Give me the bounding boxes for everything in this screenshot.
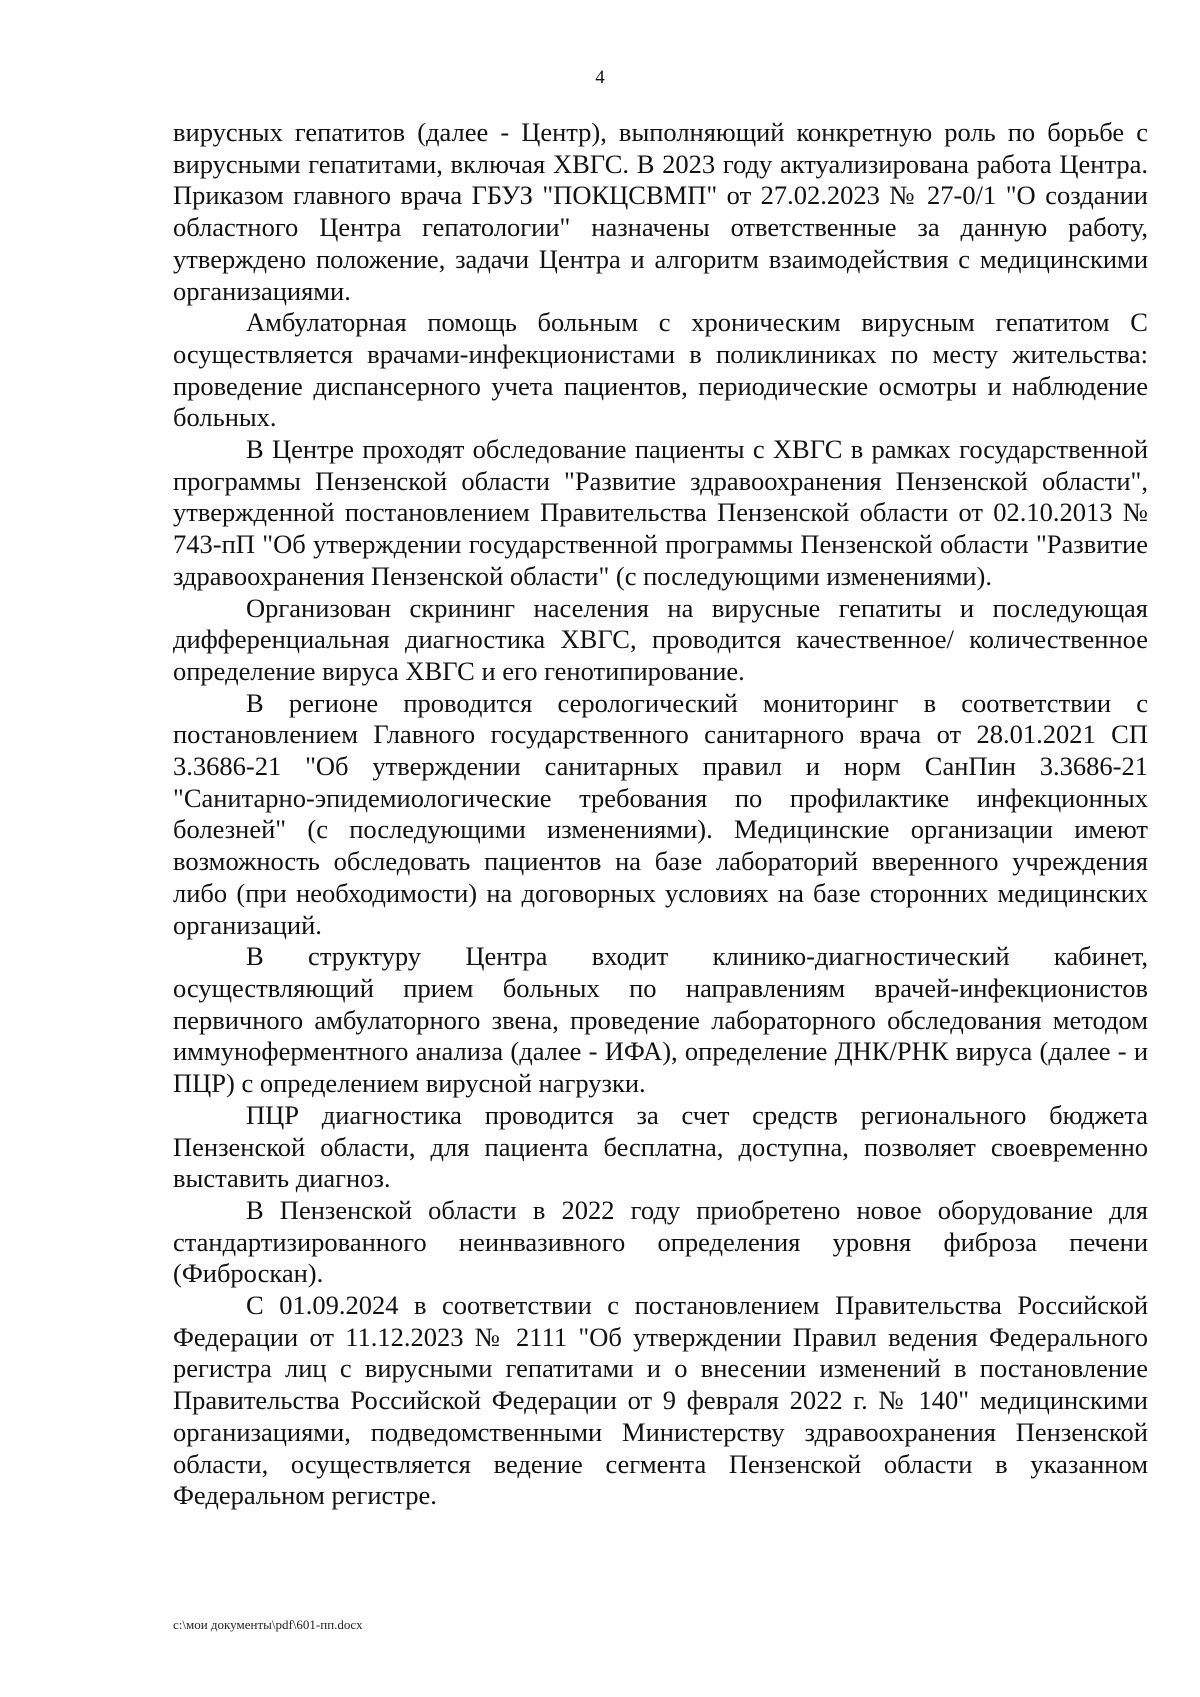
- paragraph-serological-monitoring: В регионе проводится серологический мониторинг в соответствии с постановлением Главного государственного санитарного врача от 28.01.2021 СП 3.3686-21 "Об утверждении санитарных правил и норм СанПин 3.3686-21 "Санитарно-эпидемиологические требования по профилактике инфекционных болезней" (с последующими изменениями). Медицинские организации имеют возможность обследовать пациентов на базе лабораторий вверенного учреждения либо (при необходимости) на договорных условиях на базе сторонних медицинских организаций.: [173, 687, 1148, 940]
- paragraph-center-examination: В Центре проходят обследование пациенты с ХВГС в рамках государственной программы Пензенской области "Развитие здравоохранения Пензенской области", утвержденной постановлением Правительства Пензенской области от 02.10.2013 № 743-пП "Об утверждении государственной программы Пензенской области "Развитие здравоохранения Пензенской области" (с последующими изменениями).: [173, 434, 1148, 591]
- paragraph-fibroscan: В Пензенской области в 2022 году приобретено новое оборудование для стандартизированного неинвазивного определения уровня фиброза печени (Фиброскан).: [173, 1194, 1148, 1289]
- paragraph-pcr-diagnostics: ПЦР диагностика проводится за счет средств регионального бюджета Пензенской области, для пациента бесплатна, доступна, позволяет своевременно выставить диагноз.: [173, 1099, 1148, 1194]
- paragraph-federal-register: С 01.09.2024 в соответствии с постановлением Правительства Российской Федерации от 11.12.2023 № 2111 "Об утверждении Правил ведения Федерального регистра лиц с вирусными гепатитами и о внесении изменений в постановление Правительства Российской Федерации от 9 февраля 2022 г. № 140" медицинскими организациями, подведомственными Министерству здравоохранения Пензенской области, осуществляется ведение сегмента Пензенской области в указанном Федеральном регистре.: [173, 1290, 1148, 1511]
- paragraph-center-structure: В структуру Центра входит клинико-диагностический кабинет, осуществляющий прием больных по направлениям врачей-инфекционистов первичного амбулаторного звена, проведение лабораторного обследования методом иммуноферментного анализа (далее - ИФА), определение ДНК/РНК вируса (далее - и ПЦР) с определением вирусной нагрузки.: [173, 941, 1148, 1099]
- paragraph-continuation: вирусных гепатитов (далее - Центр), выполняющий конкретную роль по борьбе с вирусными гепатитами, включая ХВГС. В 2023 году актуализирована работа Центра. Приказом главного врача ГБУЗ "ПОКЦСВМП" от 27.02.2023 № 27-0/1 "О создании областного Центра гепатологии" назначены ответственные за данную работу, утверждено положение, задачи Центра и алгоритм взаимодействия с медицинскими организациями.: [173, 117, 1148, 306]
- paragraph-screening: Организован скрининг населения на вирусные гепатиты и последующая дифференциальная диагностика ХВГС, проводится качественное/ количественное определение вируса ХВГС и его генотипирование.: [173, 592, 1148, 686]
- page-number: 4: [595, 67, 605, 88]
- footer-file-path: c:\мои документы\pdf\601-пп.docx: [173, 1617, 363, 1632]
- document-body: [173, 117, 1148, 1512]
- paragraph-outpatient-care: Амбулаторная помощь больным с хроническим вирусным гепатитом С осуществляется врачами-инфекционистами в поликлиниках по месту жительства: проведение диспансерного учета пациентов, периодические осмотры и наблюдение больных.: [173, 307, 1148, 433]
